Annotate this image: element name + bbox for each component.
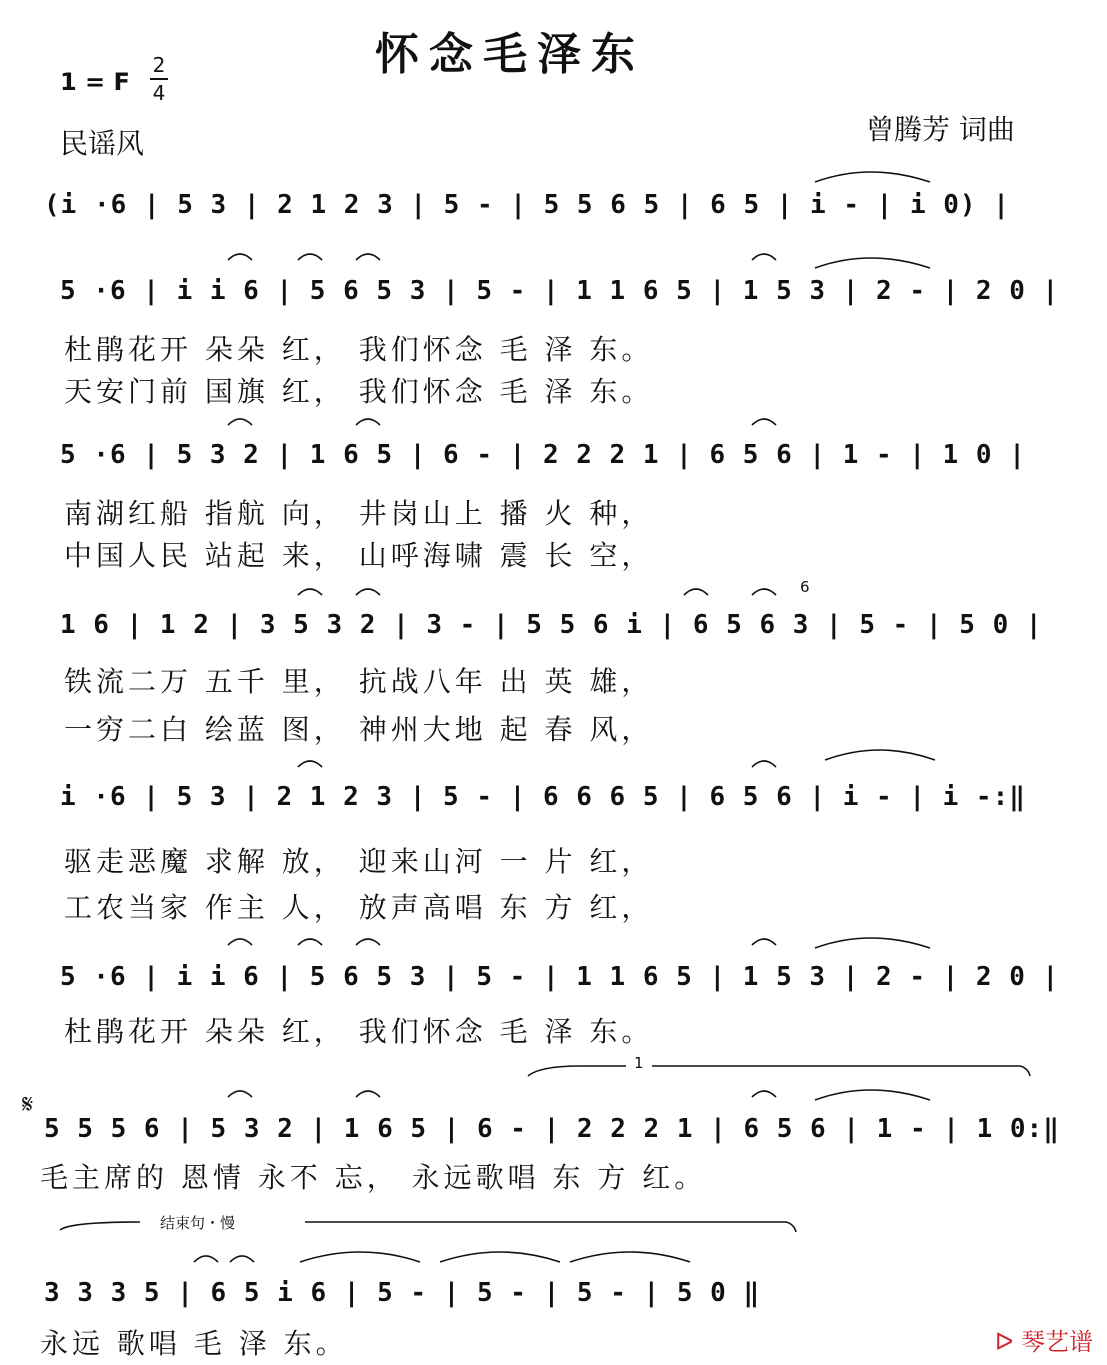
lyric-line: 杜鹃花开 朵朵 红， 我们怀念 毛 泽 东。 xyxy=(64,333,654,366)
tie-arc xyxy=(815,1090,930,1100)
style-marking: 民谣风 xyxy=(60,127,145,160)
slur-arc xyxy=(356,254,380,260)
song-title: 怀念毛泽东 xyxy=(375,29,645,80)
slur-arc xyxy=(752,589,776,595)
lyric-line: 铁流二万 五千 里， 抗战八年 出 英 雄， xyxy=(64,665,654,698)
tie-arc xyxy=(300,1252,420,1262)
slur-arc xyxy=(752,939,776,945)
lyric-line: 中国人民 站起 来， 山呼海啸 震 长 空， xyxy=(64,539,654,572)
volta-bracket xyxy=(528,1066,626,1076)
slur-arc xyxy=(298,254,322,260)
segno-icon: 𝄋 xyxy=(22,1090,34,1120)
coda-bracket xyxy=(305,1222,796,1232)
key-signature: 1 = F xyxy=(60,68,130,96)
slur-arc xyxy=(228,939,252,945)
slur-arc xyxy=(228,254,252,260)
coda-label: 结束句・慢 xyxy=(160,1214,236,1232)
notation-line: 5 ·6 | i i 6 | 5 6 5 3 | 5 - | 1 1 6 5 | 1 5 3 | 2 - | 2 0 | xyxy=(60,962,1060,992)
time-numerator: 2 xyxy=(152,53,166,77)
slur-arc xyxy=(228,419,252,425)
tie-arc xyxy=(825,750,935,760)
tie-arc xyxy=(815,938,930,948)
slur-arc xyxy=(298,589,322,595)
tie-arc xyxy=(815,258,930,268)
slur-arc xyxy=(684,589,708,595)
notation-line: i ·6 | 5 3 | 2 1 2 3 | 5 - | 6 6 6 5 | 6 5 6 | i - | i -:‖ xyxy=(60,782,1026,812)
grace-note: 6 xyxy=(800,578,810,596)
notation-line: 5 5 5 6 | 5 3 2 | 1 6 5 | 6 - | 2 2 2 1 | 6 5 6 | 1 - | 1 0:‖ xyxy=(44,1114,1060,1144)
lyric-line: 驱走恶魔 求解 放， 迎来山河 一 片 红， xyxy=(64,845,654,878)
time-denominator: 4 xyxy=(152,81,166,105)
lyric-line: 天安门前 国旗 红， 我们怀念 毛 泽 东。 xyxy=(64,375,654,408)
watermark-text: 琴艺谱 xyxy=(1021,1328,1093,1356)
notation-line: 5 ·6 | i i 6 | 5 6 5 3 | 5 - | 1 1 6 5 | 1 5 3 | 2 - | 2 0 | xyxy=(60,276,1060,306)
slur-arc xyxy=(356,939,380,945)
coda-bracket xyxy=(60,1222,140,1230)
tie-arc xyxy=(815,172,930,182)
notation-line: 1 6 | 1 2 | 3 5 3 2 | 3 - | 5 5 6 i | 6 5 6 3 | 5 - | 5 0 | xyxy=(60,610,1043,640)
tie-arc xyxy=(440,1252,560,1262)
lyric-line: 工农当家 作主 人， 放声高唱 东 方 红， xyxy=(64,891,654,924)
volta-number: 1 xyxy=(634,1054,644,1072)
tie-arc xyxy=(570,1252,690,1262)
lyric-line: 毛主席的 恩情 永不 忘， 永远歌唱 东 方 红。 xyxy=(40,1161,707,1194)
notation-line: 5 ·6 | 5 3 2 | 1 6 5 | 6 - | 2 2 2 1 | 6 5 6 | 1 - | 1 0 | xyxy=(60,440,1026,470)
slur-arc xyxy=(752,419,776,425)
slur-arc xyxy=(228,1091,252,1097)
slur-arc xyxy=(752,1091,776,1097)
slur-arc xyxy=(356,589,380,595)
slur-arc xyxy=(298,761,322,767)
slur-arc xyxy=(230,1256,254,1262)
slur-arc xyxy=(356,1091,380,1097)
lyric-line: 一穷二白 绘蓝 图， 神州大地 起 春 风， xyxy=(64,713,654,746)
notation-line: 3 3 3 5 | 6 5 i 6 | 5 - | 5 - | 5 - | 5 0 ‖ xyxy=(44,1278,761,1308)
lyric-line: 永远 歌唱 毛 泽 东。 xyxy=(40,1327,348,1360)
notation-line: (i ·6 | 5 3 | 2 1 2 3 | 5 - | 5 5 6 5 | 6 5 | i - | i 0) | xyxy=(44,190,1010,220)
slur-arc xyxy=(194,1256,218,1262)
slur-arc xyxy=(298,939,322,945)
volta-bracket xyxy=(652,1066,1030,1076)
lyric-line: 南湖红船 指航 向， 井岗山上 播 火 种， xyxy=(64,497,654,530)
slur-arc xyxy=(752,761,776,767)
slur-arc xyxy=(752,254,776,260)
lyric-line: 杜鹃花开 朵朵 红， 我们怀念 毛 泽 东。 xyxy=(64,1015,654,1048)
author-credit: 曾腾芳 词曲 xyxy=(866,113,1015,146)
slur-arc xyxy=(356,419,380,425)
logo-icon: ᐅ xyxy=(994,1328,1014,1356)
